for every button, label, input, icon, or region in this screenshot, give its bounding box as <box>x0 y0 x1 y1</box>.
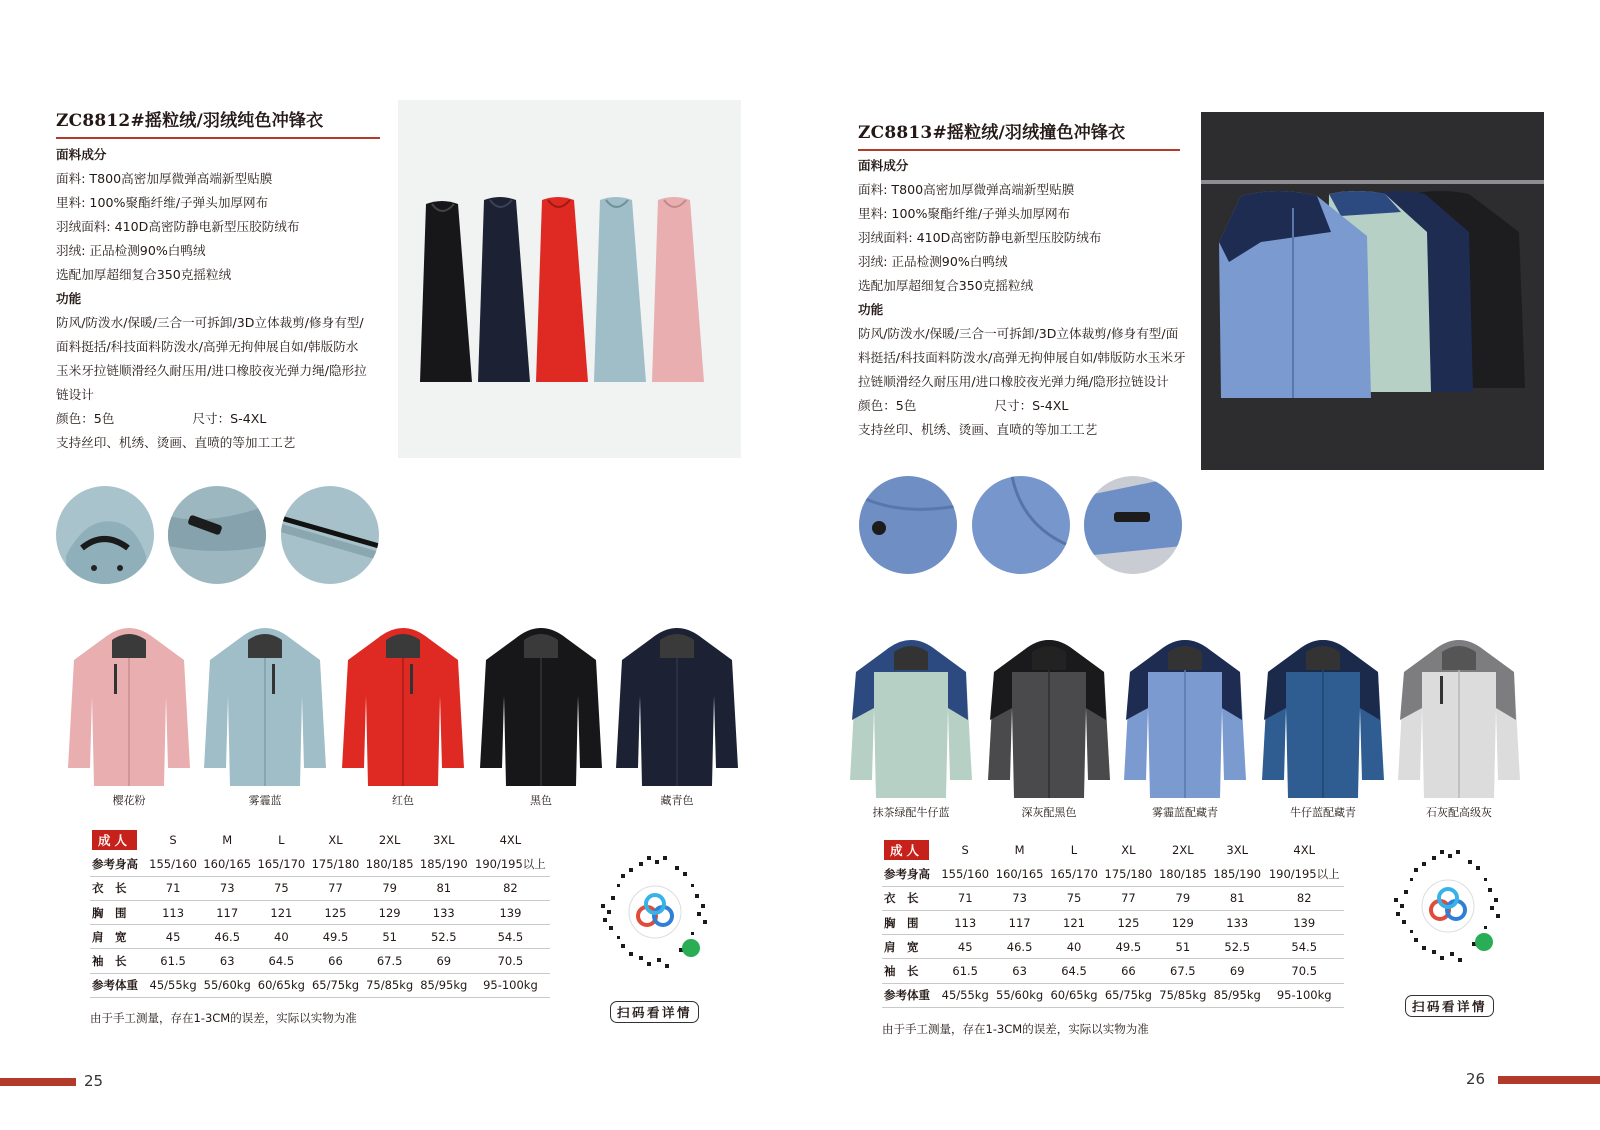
size-header: 3XL <box>432 833 455 848</box>
adult-badge: 成人 <box>884 840 929 860</box>
row-label: 肩 宽 <box>90 925 146 949</box>
zipper-detail-illustration <box>281 486 379 584</box>
cell: 40 <box>1047 935 1101 959</box>
fabric-detail-illustration <box>972 476 1070 574</box>
cell: 85/95kg <box>1210 983 1264 1007</box>
jacket-illustration <box>1122 630 1248 800</box>
detail-circle-sleeve <box>1084 476 1182 574</box>
cell: 180/185 <box>1156 862 1210 886</box>
table-row <box>882 862 1344 886</box>
cell: 129 <box>363 901 417 925</box>
cell: 121 <box>1047 911 1101 935</box>
jacket-illustration <box>202 618 328 788</box>
jacket-swatch <box>66 618 192 810</box>
cell: 125 <box>1101 911 1155 935</box>
size-header: 2XL <box>378 833 401 848</box>
cell: 165/170 <box>1047 862 1101 886</box>
hanging-jacket <box>536 197 588 382</box>
measurement-note: 由于手工测量，存在1-3CM的误差，实际以实物为准 <box>882 1022 1149 1036</box>
jacket-illustration <box>986 630 1112 800</box>
function-line: 料挺括/科技面料防泼水/高弹无拘伸展自如/韩版防水玉米牙 <box>858 350 1186 365</box>
cell: 73 <box>200 876 254 900</box>
size-header: XL <box>1121 843 1136 858</box>
cell: 51 <box>1156 935 1210 959</box>
jacket-illustration <box>848 630 974 800</box>
cell: 113 <box>146 901 200 925</box>
cell: 82 <box>1264 886 1344 910</box>
function-line: 链设计 <box>56 387 94 402</box>
row-label: 衣 长 <box>90 876 146 900</box>
hanging-jacket <box>478 197 530 382</box>
footer-bar <box>1498 1076 1600 1084</box>
sleeve-detail-illustration <box>1084 476 1182 574</box>
size-chart-table <box>882 838 1344 1008</box>
cell: 52.5 <box>417 925 471 949</box>
page-right <box>800 0 1600 1130</box>
cell: 95-100kg <box>1264 983 1344 1007</box>
cell: 52.5 <box>1210 935 1264 959</box>
cell: 79 <box>363 876 417 900</box>
color-size-line <box>56 407 367 431</box>
swatch-label: 牛仔蓝配藏青 <box>1290 806 1356 819</box>
cell: 155/160 <box>938 862 992 886</box>
page-number: 26 <box>1466 1070 1486 1088</box>
cell: 77 <box>308 876 362 900</box>
size-header: S <box>961 843 969 858</box>
cell: 61.5 <box>146 949 200 973</box>
row-label: 胸 围 <box>882 911 938 935</box>
cell: 129 <box>1156 911 1210 935</box>
detail-circle-fabric <box>972 476 1070 574</box>
cell: 133 <box>1210 911 1264 935</box>
swatch-label: 樱花粉 <box>112 794 146 807</box>
fabric-line: 选配加厚超细复合350克摇粒绒 <box>56 267 232 282</box>
table-row <box>882 983 1344 1007</box>
size-header: 4XL <box>1293 843 1316 858</box>
detail-circle-zipper <box>281 486 379 584</box>
measurement-note: 由于手工测量，存在1-3CM的误差，实际以实物为准 <box>90 1011 357 1025</box>
colors-count: 颜色：5色 <box>858 398 917 413</box>
cell: 65/75kg <box>308 973 362 997</box>
jacket-illustration <box>478 618 604 788</box>
cell: 63 <box>200 949 254 973</box>
fabric-line: 羽绒: 正品检测90%白鸭绒 <box>858 254 1008 269</box>
cell: 45 <box>938 935 992 959</box>
jacket-swatch <box>986 630 1112 822</box>
cell: 55/60kg <box>992 983 1046 1007</box>
cell: 75/85kg <box>1156 983 1210 1007</box>
detail-circle-hood <box>56 486 154 584</box>
cell: 113 <box>938 911 992 935</box>
jacket-illustration <box>614 618 740 788</box>
cell: 185/190 <box>417 852 471 876</box>
cell: 133 <box>417 901 471 925</box>
cell: 69 <box>1210 959 1264 983</box>
size-range: 尺寸：S-4XL <box>192 411 267 426</box>
row-label: 参考身高 <box>90 852 146 876</box>
cell: 49.5 <box>1101 935 1155 959</box>
cell: 155/160 <box>146 852 200 876</box>
cell: 51 <box>363 925 417 949</box>
jacket-swatch <box>478 618 604 810</box>
qr-code[interactable] <box>591 848 719 976</box>
cell: 73 <box>992 886 1046 910</box>
function-line: 玉米牙拉链顺滑经久耐压用/进口橡胶夜光弹力绳/隐形拉 <box>56 363 367 378</box>
cell: 117 <box>992 911 1046 935</box>
cell: 125 <box>308 901 362 925</box>
title-underline <box>56 137 380 139</box>
table-row <box>882 959 1344 983</box>
cell: 139 <box>471 901 550 925</box>
jacket-swatch <box>1122 630 1248 822</box>
function-heading: 功能 <box>56 291 82 306</box>
swatch-label: 雾霾蓝 <box>248 794 282 807</box>
qr-code-icon <box>1384 842 1512 970</box>
process-line: 支持丝印、机绣、烫画、直喷的等加工工艺 <box>858 422 1098 437</box>
colors-count: 颜色：5色 <box>56 411 115 426</box>
fabric-line: 面料: T800高密加厚微弹高端新型贴膜 <box>56 171 273 186</box>
footer-bar <box>0 1078 76 1086</box>
colorblock-jackets-illustration <box>1201 112 1544 470</box>
table-row <box>90 852 550 876</box>
row-label: 袖 长 <box>90 949 146 973</box>
table-row <box>90 876 550 900</box>
row-label: 肩 宽 <box>882 935 938 959</box>
qr-code-icon <box>591 848 719 976</box>
row-label: 衣 长 <box>882 886 938 910</box>
cell: 77 <box>1101 886 1155 910</box>
cell: 81 <box>1210 886 1264 910</box>
cell: 67.5 <box>363 949 417 973</box>
jacket-swatch <box>202 618 328 810</box>
cell: 85/95kg <box>417 973 471 997</box>
table-row <box>882 935 1344 959</box>
cell: 45 <box>146 925 200 949</box>
fabric-heading: 面料成分 <box>858 158 909 173</box>
jacket-swatch <box>1396 630 1522 822</box>
cell: 64.5 <box>254 949 308 973</box>
title-underline <box>858 149 1180 151</box>
cell: 117 <box>200 901 254 925</box>
jacket-swatch <box>848 630 974 822</box>
swatch-label: 红色 <box>392 794 414 807</box>
cell: 69 <box>417 949 471 973</box>
function-line: 防风/防泼水/保暖/三合一可拆卸/3D立体裁剪/修身有型/面 <box>858 326 1179 341</box>
button-detail-illustration <box>859 476 957 574</box>
size-header-row <box>90 828 550 852</box>
swatch-label: 石灰配高级灰 <box>1426 806 1492 819</box>
size-range: 尺寸：S-4XL <box>994 398 1069 413</box>
jacket-swatch <box>1260 630 1386 822</box>
swatch-label: 深灰配黑色 <box>1021 806 1077 819</box>
swatch-label: 抹茶绿配牛仔蓝 <box>872 806 950 819</box>
hood-detail-illustration <box>56 486 154 584</box>
size-header-row <box>882 838 1344 862</box>
function-heading: 功能 <box>858 302 884 317</box>
jacket-illustration <box>340 618 466 788</box>
process-line: 支持丝印、机绣、烫画、直喷的等加工工艺 <box>56 435 296 450</box>
product-title: ZC8813#摇粒绒/羽绒撞色冲锋衣 <box>858 123 1126 143</box>
color-size-line <box>858 394 1186 418</box>
jacket-swatch <box>614 618 740 810</box>
cell: 46.5 <box>200 925 254 949</box>
cell: 64.5 <box>1047 959 1101 983</box>
fabric-heading: 面料成分 <box>56 147 107 162</box>
cell: 71 <box>938 886 992 910</box>
jacket-illustration <box>1260 630 1386 800</box>
page-number: 25 <box>84 1072 104 1090</box>
size-header: 4XL <box>499 833 522 848</box>
cell: 75/85kg <box>363 973 417 997</box>
size-header: S <box>169 833 177 848</box>
size-header: L <box>1070 843 1078 858</box>
size-header: M <box>222 833 233 848</box>
cell: 160/165 <box>992 862 1046 886</box>
cell: 65/75kg <box>1101 983 1155 1007</box>
cell: 63 <box>992 959 1046 983</box>
hanging-jacket <box>652 197 704 382</box>
jacket-illustration <box>1396 630 1522 800</box>
size-chart-table <box>90 828 550 998</box>
cell: 40 <box>254 925 308 949</box>
swatch-label: 雾霾蓝配藏青 <box>1152 806 1218 819</box>
cell: 67.5 <box>1156 959 1210 983</box>
cell: 60/65kg <box>254 973 308 997</box>
fabric-line: 羽绒面料: 410D高密防静电新型压胶防绒布 <box>858 230 1102 245</box>
spec-block <box>858 154 1186 442</box>
table-row <box>882 911 1344 935</box>
cell: 160/165 <box>200 852 254 876</box>
cell: 180/185 <box>363 852 417 876</box>
function-line: 防风/防泼水/保暖/三合一可拆卸/3D立体裁剪/修身有型/ <box>56 315 364 330</box>
size-header-badge-cell <box>882 838 938 862</box>
size-header: 3XL <box>1226 843 1249 858</box>
hero-photo-hanging-jackets <box>398 100 741 458</box>
cell: 46.5 <box>992 935 1046 959</box>
cell: 54.5 <box>471 925 550 949</box>
table-row <box>882 886 1344 910</box>
swatch-label: 藏青色 <box>660 794 694 807</box>
qr-code[interactable] <box>1384 842 1512 970</box>
size-header-badge-cell <box>90 828 146 852</box>
cell: 70.5 <box>1264 959 1344 983</box>
cell: 55/60kg <box>200 973 254 997</box>
scan-details-button[interactable]: 扫码看详情 <box>1405 995 1494 1017</box>
table-row <box>90 973 550 997</box>
hanging-jacket <box>1219 191 1371 398</box>
cell: 79 <box>1156 886 1210 910</box>
cell: 165/170 <box>254 852 308 876</box>
cell: 70.5 <box>471 949 550 973</box>
fabric-line: 选配加厚超细复合350克摇粒绒 <box>858 278 1034 293</box>
cell: 45/55kg <box>146 973 200 997</box>
size-header: M <box>1014 843 1025 858</box>
cell: 190/195以上 <box>471 852 550 876</box>
clothes-rail <box>1201 180 1544 184</box>
cell: 82 <box>471 876 550 900</box>
cell: 121 <box>254 901 308 925</box>
hanging-jacket <box>594 197 646 382</box>
row-label: 参考身高 <box>882 862 938 886</box>
detail-circle-cuff <box>168 486 266 584</box>
cell: 185/190 <box>1210 862 1264 886</box>
cell: 66 <box>1101 959 1155 983</box>
fabric-line: 里料: 100%聚酯纤维/子弹头加厚网布 <box>56 195 269 210</box>
fabric-line: 羽绒面料: 410D高密防静电新型压胶防绒布 <box>56 219 300 234</box>
size-header: XL <box>328 833 343 848</box>
cell: 75 <box>254 876 308 900</box>
cell: 49.5 <box>308 925 362 949</box>
row-label: 参考体重 <box>90 973 146 997</box>
product-title: ZC8812#摇粒绒/羽绒纯色冲锋衣 <box>56 111 324 131</box>
detail-circle-button <box>859 476 957 574</box>
jacket-illustration <box>66 618 192 788</box>
cell: 175/180 <box>308 852 362 876</box>
table-row <box>90 925 550 949</box>
cell: 45/55kg <box>938 983 992 1007</box>
cell: 75 <box>1047 886 1101 910</box>
hanging-jackets-illustration <box>398 100 741 458</box>
hanging-jacket <box>420 201 472 382</box>
function-line: 面料挺括/科技面料防泼水/高弹无拘伸展自如/韩版防水 <box>56 339 359 354</box>
adult-badge: 成人 <box>92 830 137 850</box>
size-header: L <box>278 833 285 848</box>
function-line: 拉链顺滑经久耐压用/进口橡胶夜光弹力绳/隐形拉链设计 <box>858 374 1169 389</box>
spec-block <box>56 143 367 455</box>
size-header: 2XL <box>1172 843 1194 858</box>
cell: 139 <box>1264 911 1344 935</box>
cell: 175/180 <box>1101 862 1155 886</box>
row-label: 袖 长 <box>882 959 938 983</box>
cuff-detail-illustration <box>168 486 266 584</box>
cell: 61.5 <box>938 959 992 983</box>
jacket-swatch <box>340 618 466 810</box>
row-label: 胸 围 <box>90 901 146 925</box>
hero-photo-hanging-jackets <box>1201 112 1544 470</box>
scan-details-button[interactable]: 扫码看详情 <box>610 1001 699 1023</box>
fabric-line: 羽绒: 正品检测90%白鸭绒 <box>56 243 206 258</box>
swatch-label: 黑色 <box>530 794 552 807</box>
cell: 95-100kg <box>471 973 550 997</box>
table-row <box>90 901 550 925</box>
cell: 71 <box>146 876 200 900</box>
table-row <box>90 949 550 973</box>
cell: 60/65kg <box>1047 983 1101 1007</box>
fabric-line: 里料: 100%聚酯纤维/子弹头加厚网布 <box>858 206 1071 221</box>
cell: 54.5 <box>1264 935 1344 959</box>
cell: 190/195以上 <box>1264 862 1344 886</box>
fabric-line: 面料: T800高密加厚微弹高端新型贴膜 <box>858 182 1075 197</box>
cell: 66 <box>308 949 362 973</box>
row-label: 参考体重 <box>882 983 938 1007</box>
cell: 81 <box>417 876 471 900</box>
